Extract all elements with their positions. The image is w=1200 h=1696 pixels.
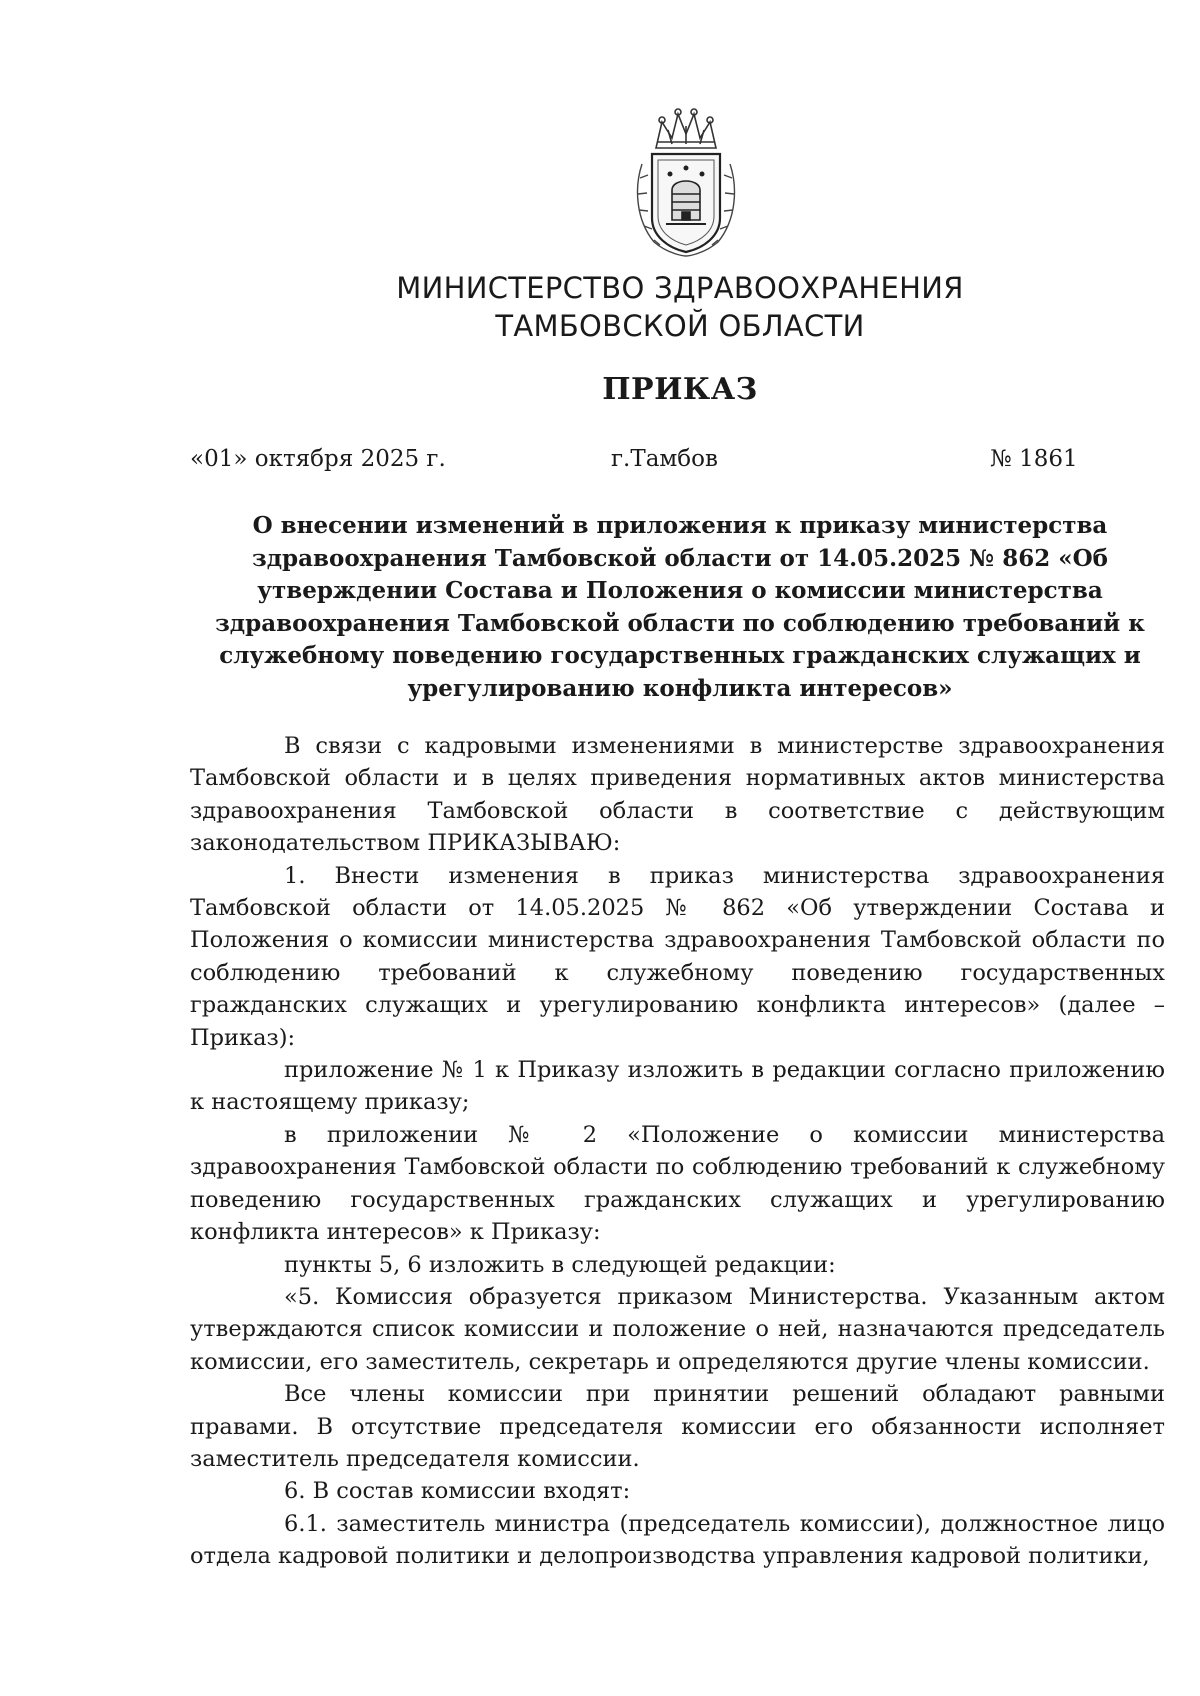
document-type-title: ПРИКАЗ (602, 372, 758, 407)
subject-line: здравоохранения Тамбовской области от 14.05.2025 № 862 «Об (252, 544, 1108, 572)
body-paragraph: приложение № 1 к Приказу изложить в редакции согласно приложению к настоящему приказу; (190, 1057, 1165, 1116)
ministry-name-line-2: ТАМБОВСКОЙ ОБЛАСТИ (495, 309, 865, 343)
order-date: «01» октября 2025 г. (190, 446, 446, 472)
body-paragraph: Все члены комиссии при принятии решений обладают равными правами. В отсутствие председателя комиссии его обязанности исполняет заместитель председателя комиссии. (190, 1381, 1165, 1472)
body-paragraph: 6.1. заместитель министра (председатель комиссии), должностное лицо отдела кадровой политики и делопроизводства управления кадровой политики, (190, 1510, 1165, 1570)
body-paragraph: 1. Внести изменения в приказ министерства здравоохранения Тамбовской области от 14.05.2025 № 862 «Об утверждении Состава и Положения о комиссии министерства здравоохранения Тамбовской области по соблюдению требований к служебному поведению государственных гражданских служащих и урегулированию конфликта интересов» (далее – Приказ): (190, 862, 1165, 1051)
order-subject (190, 510, 1170, 705)
order-city: г.Тамбов (611, 446, 718, 472)
order-body (190, 730, 1165, 1573)
body-paragraph: в приложении № 2 «Положение о комиссии министерства здравоохранения Тамбовской области по соблюдению требований к служебному поведению государственных гражданских служащих и урегулированию конфликта интересов» к Приказу: (190, 1121, 1165, 1246)
subject-line: О внесении изменений в приложения к приказу министерства (252, 512, 1108, 539)
subject-line: здравоохранения Тамбовской области по соблюдению требований к (215, 609, 1145, 637)
tambov-oblast-coat-of-arms-icon (628, 108, 744, 258)
body-paragraph: пункты 5, 6 изложить в следующей редакции: (284, 1251, 836, 1278)
ministry-name-line-1: МИНИСТЕРСТВО ЗДРАВООХРАНЕНИЯ (396, 271, 964, 305)
body-paragraph: 6. В состав комиссии входят: (284, 1478, 631, 1505)
subject-line: утверждении Состава и Положения о комиссии министерства (257, 577, 1103, 604)
body-paragraph: «5. Комиссия образуется приказом Министерства. Указанным актом утверждаются список комиссии и положение о ней, назначаются председатель комиссии, его заместитель, секретарь и определяются другие члены комиссии. (190, 1283, 1165, 1375)
order-number: № 1861 (990, 446, 1078, 472)
subject-line: урегулированию конфликта интересов» (407, 674, 953, 702)
subject-line: служебному поведению государственных гражданских служащих и (219, 642, 1141, 669)
body-paragraph: В связи с кадровыми изменениями в министерстве здравоохранения Тамбовской области и в целях приведения нормативных актов министерства здравоохранения Тамбовской области в соответствие с действующим законодательством ПРИКАЗЫВАЮ: (190, 733, 1165, 857)
